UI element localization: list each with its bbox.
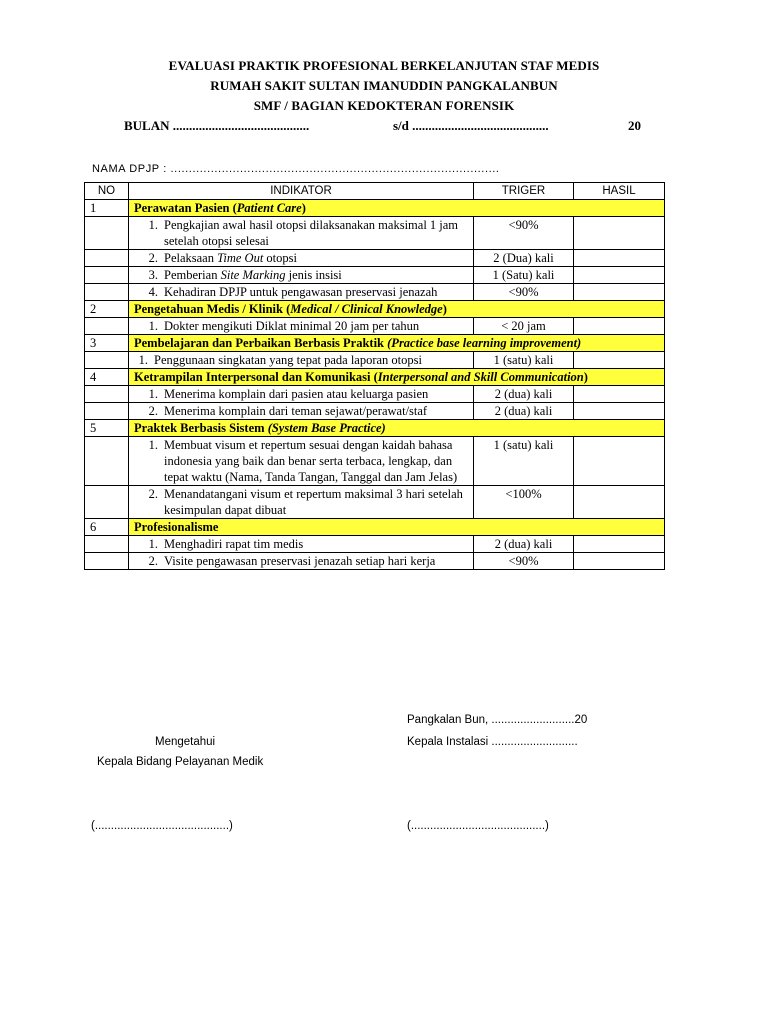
triger-cell: <90% <box>474 217 574 250</box>
empty-no-cell <box>85 284 129 301</box>
mengetahui-label: Mengetahui <box>155 736 216 748</box>
indicator-row <box>85 217 665 250</box>
section-title <box>129 369 665 386</box>
indicator-number: 2. <box>148 487 158 501</box>
hasil-cell[interactable] <box>574 217 665 250</box>
place-date[interactable]: Pangkalan Bun, ..........................20 <box>407 714 588 726</box>
indicator-item <box>129 352 468 368</box>
indicator-number: 1. <box>148 218 158 232</box>
hasil-cell[interactable] <box>574 267 665 284</box>
section-title <box>129 519 665 536</box>
indicator-cell <box>129 284 474 301</box>
section-number: 6 <box>85 519 129 536</box>
indicator-item <box>129 267 468 283</box>
section-number: 3 <box>85 335 129 352</box>
section-row <box>85 369 665 386</box>
empty-no-cell <box>85 318 129 335</box>
hasil-cell[interactable] <box>574 437 665 486</box>
triger-cell: 2 (Dua) kali <box>474 250 574 267</box>
empty-no-cell <box>85 486 129 519</box>
section-title-english: (System Base Practice) <box>267 421 386 435</box>
indicator-cell <box>129 486 474 519</box>
empty-no-cell <box>85 553 129 570</box>
empty-no-cell <box>85 352 129 369</box>
section-number: 5 <box>85 420 129 437</box>
indicator-item <box>129 217 468 249</box>
triger-cell: 1 (satu) kali <box>474 437 574 486</box>
section-number: 2 <box>85 301 129 318</box>
indicator-cell <box>129 437 474 486</box>
indicator-number: 2. <box>148 251 158 265</box>
triger-cell: 1 (Satu) kali <box>474 267 574 284</box>
left-signature-blank[interactable]: (..........................................) <box>91 820 233 832</box>
section-title <box>129 301 665 318</box>
indicator-cell <box>129 386 474 403</box>
evaluation-table <box>84 182 665 570</box>
section-title-english: (Practice base learning improvement) <box>387 336 582 350</box>
hasil-cell[interactable] <box>574 486 665 519</box>
indicator-text: Penggunaan singkatan yang tepat pada laporan otopsi <box>154 353 422 367</box>
indicator-cell <box>129 267 474 284</box>
indicator-number: 2. <box>148 554 158 568</box>
triger-cell: < 20 jam <box>474 318 574 335</box>
indicator-cell <box>129 553 474 570</box>
indicator-cell <box>129 217 474 250</box>
triger-cell: 2 (dua) kali <box>474 403 574 420</box>
indicator-text-pre: Pemberian <box>164 268 221 282</box>
table-header-row <box>85 183 665 200</box>
indicator-item <box>129 386 468 402</box>
indicator-cell <box>129 250 474 267</box>
header-hasil: HASIL <box>574 183 665 200</box>
indicator-number: 1. <box>148 319 158 333</box>
title-line-2: RUMAH SAKIT SULTAN IMANUDDIN PANGKALANBUN <box>210 78 558 93</box>
triger-cell: <100% <box>474 486 574 519</box>
indicator-item <box>129 250 468 266</box>
triger-cell: <90% <box>474 553 574 570</box>
hasil-cell[interactable] <box>574 318 665 335</box>
hasil-cell[interactable] <box>574 352 665 369</box>
section-title-text: Pembelajaran dan Perbaikan Berbasis Praktik <box>134 336 388 350</box>
indicator-text-post: jenis insisi <box>285 268 342 282</box>
indicator-text: Visite pengawasan preservasi jenazah setiap hari kerja <box>164 554 436 568</box>
indicator-cell <box>129 318 474 335</box>
empty-no-cell <box>85 536 129 553</box>
indicator-text <box>164 267 468 283</box>
section-title-english: Interpersonal and Skill Communication <box>377 370 584 384</box>
year-label: 20 <box>628 118 641 133</box>
section-title-text: Praktek Berbasis Sistem <box>134 421 268 435</box>
indicator-cell <box>129 352 474 369</box>
indicator-text-post: otopsi <box>263 251 297 265</box>
indicator-number: 3. <box>148 268 158 282</box>
section-row <box>85 335 665 352</box>
indicator-number: 2. <box>148 404 158 418</box>
section-row <box>85 519 665 536</box>
indicator-item <box>129 437 468 485</box>
section-title-text: Pengetahuan Medis / Klinik ( <box>134 302 291 316</box>
triger-cell: 2 (dua) kali <box>474 536 574 553</box>
indicator-row <box>85 486 665 519</box>
section-title-english: Patient Care <box>236 201 302 215</box>
section-title <box>129 200 665 217</box>
indicator-row <box>85 352 665 369</box>
section-row <box>85 301 665 318</box>
section-title-text: Ketrampilan Interpersonal dan Komunikasi ( <box>134 370 378 384</box>
indicator-cell <box>129 536 474 553</box>
triger-cell: 2 (dua) kali <box>474 386 574 403</box>
indicator-number: 1. <box>148 537 158 551</box>
indicator-row <box>85 318 665 335</box>
indicator-row <box>85 386 665 403</box>
right-signature-blank[interactable]: (..........................................) <box>407 820 549 832</box>
hasil-cell[interactable] <box>574 403 665 420</box>
indicator-text: Pengkajian awal hasil otopsi dilaksanakan maksimal 1 jam setelah otopsi selesai <box>164 218 459 248</box>
indicator-text <box>164 250 468 266</box>
empty-no-cell <box>85 437 129 486</box>
empty-no-cell <box>85 217 129 250</box>
indicator-row <box>85 267 665 284</box>
indicator-row <box>85 403 665 420</box>
indicator-row <box>85 553 665 570</box>
sd-label: s/d .......................................... <box>393 118 549 133</box>
indicator-item <box>129 486 468 518</box>
indicator-text: Menghadiri rapat tim medis <box>164 537 304 551</box>
empty-no-cell <box>85 267 129 284</box>
section-title <box>129 335 665 352</box>
bulan-label: BULAN .......................................... <box>124 118 310 133</box>
indicator-row <box>85 250 665 267</box>
section-title-text: Perawatan Pasien ( <box>134 201 237 215</box>
section-number: 4 <box>85 369 129 386</box>
title-line-1: EVALUASI PRAKTIK PROFESIONAL BERKELANJUTAN STAF MEDIS <box>168 58 600 73</box>
triger-cell: <90% <box>474 284 574 301</box>
hasil-cell[interactable] <box>574 284 665 301</box>
indicator-text: Membuat visum et repertum sesuai dengan kaidah bahasa indonesia yang baik dan benar serta terbaca, lengkap, dan tepat waktu (Nama, Tanda Tangan, Tanggal dan Jam Jelas) <box>164 438 458 484</box>
indicator-item <box>129 318 468 334</box>
section-title <box>129 420 665 437</box>
hasil-cell[interactable] <box>574 386 665 403</box>
indicator-number: 1. <box>138 353 148 367</box>
indicator-cell <box>129 403 474 420</box>
indicator-text: Menandatangani visum et repertum maksimal 3 hari setelah kesimpulan dapat dibuat <box>164 487 463 517</box>
nama-dpjp-field[interactable]: NAMA DPJP : .......................................................................................... <box>92 163 500 175</box>
section-title-end: ) <box>583 370 588 384</box>
header-indikator: INDIKATOR <box>129 183 474 200</box>
section-row <box>85 420 665 437</box>
hasil-cell[interactable] <box>574 250 665 267</box>
section-title-text: Profesionalisme <box>134 520 219 534</box>
indicator-item <box>129 403 468 419</box>
section-number: 1 <box>85 200 129 217</box>
hasil-cell[interactable] <box>574 553 665 570</box>
kepala-bidang-label: Kepala Bidang Pelayanan Medik <box>97 756 264 768</box>
indicator-item <box>129 536 468 552</box>
empty-no-cell <box>85 403 129 420</box>
section-title-english: Medical / Clinical Knowledge <box>290 302 443 316</box>
indicator-text-italic: Site Marking <box>220 268 286 282</box>
empty-no-cell <box>85 250 129 267</box>
indicator-text-pre: Pelaksaan <box>164 251 218 265</box>
header-triger: TRIGER <box>474 183 574 200</box>
indicator-row <box>85 437 665 486</box>
title-line-3: SMF / BAGIAN KEDOKTERAN FORENSIK <box>253 98 515 113</box>
section-row <box>85 200 665 217</box>
header-no: NO <box>85 183 129 200</box>
indicator-row <box>85 536 665 553</box>
triger-cell: 1 (satu) kali <box>474 352 574 369</box>
indicator-number: 1. <box>148 438 158 452</box>
indicator-text: Kehadiran DPJP untuk pengawasan preservasi jenazah <box>164 285 438 299</box>
document-header <box>0 56 768 133</box>
indicator-row <box>85 284 665 301</box>
indicator-text-italic: Time Out <box>217 251 264 265</box>
indicator-item <box>129 284 468 300</box>
indicator-text: Menerima komplain dari pasien atau keluarga pasien <box>164 387 429 401</box>
indicator-text: Dokter mengikuti Diklat minimal 20 jam per tahun <box>164 319 420 333</box>
indicator-number: 1. <box>148 387 158 401</box>
indicator-text: Menerima komplain dari teman sejawat/perawat/staf <box>164 404 428 418</box>
kepala-instalasi-label: Kepala Instalasi ........................... <box>407 736 578 748</box>
indicator-number: 4. <box>148 285 158 299</box>
empty-no-cell <box>85 386 129 403</box>
hasil-cell[interactable] <box>574 536 665 553</box>
indicator-item <box>129 553 468 569</box>
section-title-end: ) <box>442 302 447 316</box>
section-title-end: ) <box>301 201 306 215</box>
